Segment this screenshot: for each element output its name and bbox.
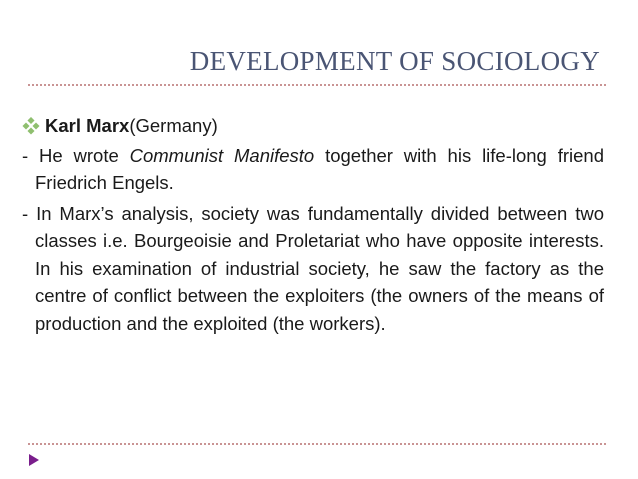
diamond-bullet-icon — [22, 117, 40, 135]
slide-title: DEVELOPMENT OF SOCIOLOGY — [189, 46, 600, 76]
paragraph-analysis: - In Marx’s analysis, society was fundamentally divided between two classes i.e. Bourgeoisie and Proletariat who have opposite interests. In his examination of industrial society, he saw the factory as the centre of conflict between the exploiters (the owners of the means of production and the exploited (the workers). — [22, 202, 604, 334]
bullet-country: (Germany) — [129, 115, 218, 136]
paragraph-manifesto — [22, 142, 604, 197]
triangle-arrow-icon[interactable] — [29, 454, 39, 466]
slide-content — [22, 112, 604, 337]
para1-suffix: together with his life-long friend Friedrich Engels. — [35, 144, 604, 193]
bullet-name: Karl Marx — [45, 115, 130, 136]
para1-prefix: - He wrote — [22, 144, 130, 166]
para1-title: Communist Manifesto — [129, 144, 315, 166]
bottom-divider — [28, 443, 606, 445]
top-divider — [28, 84, 606, 86]
bullet-item — [22, 112, 604, 140]
